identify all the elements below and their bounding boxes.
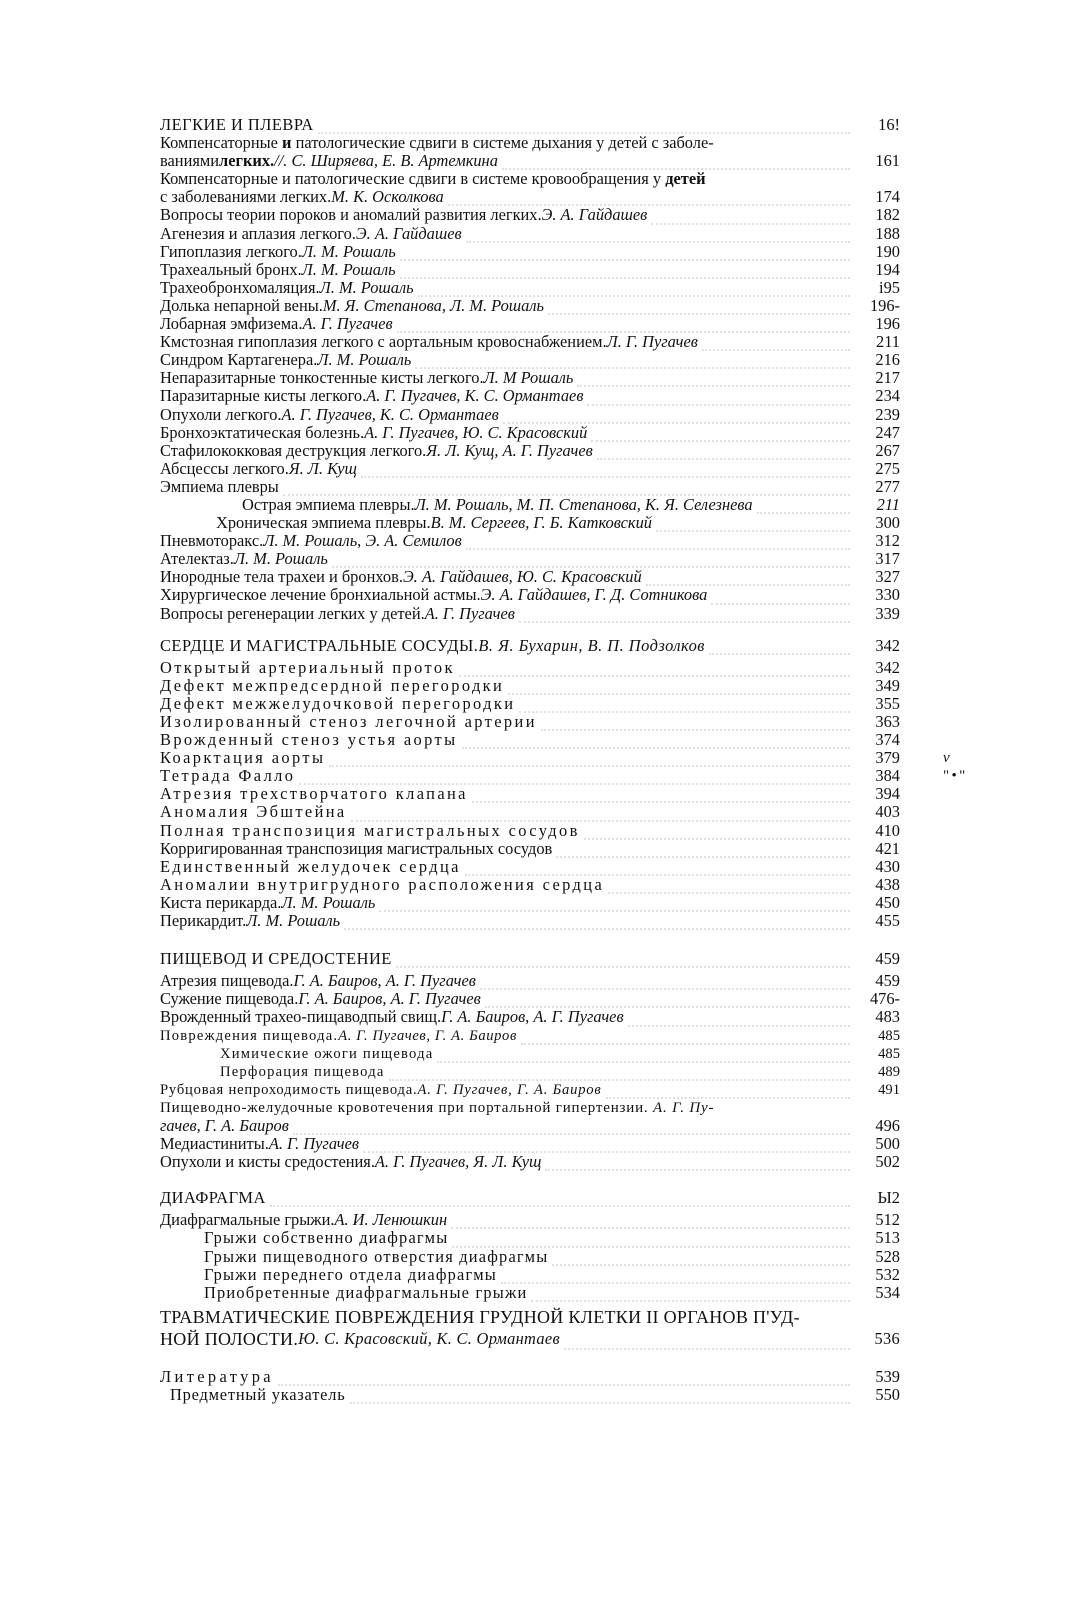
- section-author: Ю. С. Красовский, К. С. Ормантаев: [298, 1328, 560, 1348]
- entry-author: Л. М. Рошаль, Э. А. Семилов: [263, 531, 462, 551]
- dot-leader: [466, 227, 850, 243]
- dot-leader: [503, 408, 850, 424]
- entry-author: //. С. Ширяева, Е. В. Артемкина: [274, 151, 498, 171]
- page-number: 536: [874, 1328, 900, 1348]
- toc-entry: [160, 387, 900, 405]
- entry-text: Лобарная эмфизема.: [160, 314, 303, 334]
- entry-author: Э. А. Гайдашев: [355, 223, 462, 243]
- entry-author: А. Г. Пугачев, Я. Л. Кущ: [374, 1152, 542, 1172]
- toc-entry: [160, 1081, 900, 1099]
- dot-leader: [318, 118, 850, 134]
- entry-text: патологические сдвиги в системе дыхания у детей с заболе-: [291, 133, 714, 153]
- entry-author: А. Г. Пугачев, Г. А. Баиров: [417, 1081, 602, 1098]
- section-title: ДИАФРАГМА: [160, 1188, 266, 1208]
- entry-text: Полная транспозиция магистральных сосудов: [160, 820, 580, 840]
- toc-entry: [160, 766, 968, 786]
- page-number: 342: [875, 635, 900, 655]
- dot-leader: [459, 661, 850, 677]
- page-number: 247: [875, 422, 900, 442]
- dot-leader: [466, 534, 850, 550]
- page-number: 500: [875, 1134, 900, 1154]
- entry-author: Г. А. Баиров, А. Г. Пугачев: [298, 989, 481, 1009]
- toc-entry: [160, 912, 900, 930]
- dot-leader: [508, 679, 850, 695]
- entry-author: Я. Л. Кущ: [288, 458, 357, 478]
- page-number: 528: [875, 1246, 900, 1266]
- toc-entry: [160, 333, 900, 351]
- entry-author: Л. М. Рошаль: [319, 277, 414, 297]
- entry-text: Рубцовая непроходимость пищевода.: [160, 1081, 418, 1098]
- toc-subentry: [160, 1063, 900, 1081]
- toc-entry: [160, 990, 900, 1008]
- entry-author: Л. М. Рошаль: [301, 241, 396, 261]
- page-number: 485: [878, 1027, 900, 1044]
- entry-author: А. Г. Пугачев: [268, 1134, 360, 1154]
- page-number: 438: [875, 874, 900, 894]
- entry-text: Компенсаторные: [160, 133, 283, 153]
- toc-entry: [160, 1008, 900, 1026]
- toc-entry: [160, 894, 900, 912]
- toc-entry: [160, 225, 900, 243]
- entry-author: Л. Г. Пугачев: [606, 332, 698, 352]
- section-title: ПИЩЕВОД И СРЕДОСТЕНИЕ: [160, 949, 392, 969]
- page-number: 211: [876, 494, 900, 514]
- entry-text: Коарктация аорты: [160, 748, 326, 768]
- toc-entry: [160, 424, 900, 442]
- entry-author: В. М. Сергеев, Г. Б. Катковский: [430, 513, 652, 533]
- page-number: 355: [875, 693, 900, 713]
- toc-section-trauma: [160, 1306, 900, 1350]
- dot-leader: [397, 317, 850, 333]
- toc-entry: [160, 803, 900, 821]
- dot-leader: [415, 353, 850, 369]
- page-number: 211: [876, 332, 900, 352]
- toc-entry: [160, 586, 900, 604]
- toc-section-esophagus: [160, 950, 900, 968]
- entry-text: Непаразитарные тонкостенные кисты легкого.: [160, 368, 484, 388]
- dot-leader: [608, 878, 850, 894]
- dot-leader: [556, 842, 850, 858]
- entry-text: Стафилококковая деструкция легкого.: [160, 440, 427, 460]
- dot-leader: [521, 1029, 850, 1045]
- entry-author: Л. М Рошаль: [483, 368, 574, 388]
- dot-leader: [293, 1119, 850, 1135]
- page-number: 374: [875, 730, 900, 750]
- entry-text: Изолированный стеноз легочной артерии: [160, 712, 537, 731]
- entry-author: А. Г. Пугачев, Ю. С. Красовский: [364, 422, 588, 442]
- dot-leader: [400, 245, 850, 261]
- toc-entry: [160, 972, 900, 990]
- entry-text: Агенезия и аплазия легкого.: [160, 223, 356, 243]
- toc-entry: [160, 695, 900, 713]
- dot-leader: [379, 896, 850, 912]
- toc-entry: [160, 261, 900, 279]
- toc-entry: [160, 243, 900, 261]
- toc-subentry: [160, 1248, 900, 1266]
- entry-text: Единственный желудочек сердца: [160, 856, 461, 876]
- entry-author: Г. А. Баиров, А. Г. Пугачев: [441, 1007, 624, 1027]
- page-number: 476-: [869, 989, 900, 1009]
- toc-entry: [160, 297, 900, 315]
- page-number: 459: [875, 949, 900, 969]
- page-number: 459: [875, 971, 900, 991]
- entry-text: Химические ожоги пищевода: [220, 1045, 434, 1062]
- section-title: НОЙ ПОЛОСТИ.: [160, 1328, 299, 1349]
- dot-leader: [501, 1268, 850, 1284]
- entry-text: Кмстозная гипоплазия легкого с аортальным кровоснабжением.: [160, 332, 607, 352]
- entry-text: Пневмоторакс.: [160, 531, 264, 551]
- dot-leader: [418, 281, 850, 297]
- entry-text: Грыжи переднего отдела диафрагмы: [204, 1264, 497, 1284]
- entry-text: Диафрагмальные грыжи.: [160, 1210, 335, 1230]
- dot-leader: [350, 1388, 851, 1404]
- entry-text: Врожденный стеноз устья аорты: [160, 730, 458, 750]
- page-number: 300: [875, 513, 900, 533]
- dot-leader: [541, 715, 850, 731]
- dot-leader: [564, 1334, 850, 1350]
- dot-leader: [437, 1047, 850, 1063]
- entry-text: детей: [665, 169, 706, 189]
- entry-text: Дефект межжелудочковой перегородки: [160, 693, 516, 713]
- entry-author: А. Г. Пугачев: [302, 314, 393, 334]
- page-number: 455: [875, 911, 900, 931]
- section-title: ТРАВМАТИЧЕСКИЕ ПОВРЕЖДЕНИЯ ГРУДНОЙ КЛЕТКИ II ОРГАНОВ П'УД-: [160, 1306, 800, 1327]
- entry-text: Синдром Картагенера.: [160, 350, 318, 370]
- toc-entry: [160, 134, 900, 170]
- entry-author: Л. М. Рошаль: [317, 350, 412, 370]
- entry-author: гачев, Г. А. Баиров: [160, 1115, 289, 1135]
- entry-author: А. Г. Пугачев, К. С. Ормантаев: [281, 404, 499, 424]
- section-title: СЕРДЦЕ И МАГИСТРАЛЬНЫЕ СОСУДЫ.: [160, 635, 479, 655]
- toc-entry: [160, 568, 900, 586]
- toc-subentry: [160, 1045, 900, 1063]
- dot-leader: [462, 733, 851, 749]
- toc-entry: [160, 1153, 900, 1171]
- entry-author: А. Г. Пу-: [653, 1099, 715, 1116]
- entry-text: Абсцессы легкого.: [160, 458, 289, 478]
- entry-text: Медиастиниты.: [160, 1134, 269, 1154]
- margin-mark: v: [943, 750, 953, 767]
- toc-entry: [160, 1211, 900, 1229]
- entry-author: Э. А. Гайдашев: [541, 205, 648, 225]
- page-number: 483: [875, 1007, 900, 1027]
- entry-text: Тетрада Фалло: [160, 766, 296, 786]
- page-number: 379: [875, 748, 900, 768]
- entry-author: Л. М. Рошаль: [246, 911, 341, 931]
- dot-leader: [465, 860, 850, 876]
- dot-leader: [519, 607, 850, 623]
- entry-text: Дефект межпредсердной перегородки: [160, 675, 505, 695]
- toc-entry: [160, 1027, 900, 1045]
- entry-text: Трахеальный бронх.: [160, 259, 302, 279]
- dot-leader: [597, 444, 850, 460]
- dot-leader: [472, 787, 850, 803]
- page-number: i95: [879, 277, 900, 297]
- entry-text: Пищеводно-желудочные кровотечения при портальной гипертензии.: [160, 1099, 654, 1116]
- page-number: 410: [875, 820, 900, 840]
- page-number: 239: [875, 404, 900, 424]
- dot-leader: [485, 992, 850, 1008]
- entry-text: Атрезия трехстворчатого клапана: [160, 784, 468, 804]
- dot-leader: [480, 974, 850, 990]
- dot-leader: [711, 589, 850, 605]
- page-number: 534: [875, 1282, 900, 1302]
- toc-section-heart: [160, 637, 900, 655]
- dot-leader: [545, 1155, 850, 1171]
- entry-text: Хирургическое лечение бронхиальной астмы.: [160, 585, 481, 605]
- toc-entry: [160, 351, 900, 369]
- entry-author: А. И. Ленюшкин: [334, 1210, 448, 1230]
- dot-leader: [452, 1232, 850, 1248]
- page-number: 394: [875, 784, 900, 804]
- dot-leader: [400, 263, 850, 279]
- toc-subentry: [160, 496, 900, 514]
- page-number: 430: [875, 856, 900, 876]
- section-title: ЛЕГКИЕ И ПЛЕВРА: [160, 115, 314, 134]
- toc-entry: [160, 532, 900, 550]
- page-number: 196-: [869, 295, 900, 315]
- page-number: 491: [878, 1081, 900, 1098]
- toc-entry: [160, 442, 900, 460]
- page-number: 403: [875, 802, 900, 822]
- page-number: 532: [875, 1264, 900, 1284]
- toc-subject-index: [160, 1386, 900, 1404]
- page-number: 384: [875, 766, 900, 786]
- entry-text: Паразитарные кисты легкого.: [160, 386, 367, 406]
- dot-leader: [577, 371, 850, 387]
- entry-text: Предметный указатель: [170, 1384, 346, 1404]
- page-number: 489: [878, 1063, 900, 1080]
- page-number: 234: [875, 386, 900, 406]
- page-number: Ы2: [877, 1188, 900, 1208]
- toc-entry: [160, 550, 900, 568]
- page-number: 317: [875, 549, 900, 569]
- toc-entry: [160, 406, 900, 424]
- dot-leader: [502, 154, 850, 170]
- toc-entry: [160, 659, 900, 677]
- dot-leader: [587, 390, 850, 406]
- page-number: 275: [875, 458, 900, 478]
- page-number: 363: [875, 712, 900, 731]
- page-number: 330: [875, 585, 900, 605]
- dot-leader: [329, 751, 850, 767]
- toc-entry: [160, 677, 900, 695]
- entry-text: Бронхоэктатическая болезнь.: [160, 422, 365, 442]
- entry-text: Эмпиема плевры: [160, 476, 279, 496]
- toc-literature: [160, 1368, 900, 1386]
- toc-section-lungs: [160, 116, 900, 134]
- entry-text: Опухоли и кисты средостения.: [160, 1152, 375, 1172]
- page-number: 182: [875, 205, 900, 225]
- toc-entry: [160, 731, 900, 749]
- dot-leader: [389, 1065, 850, 1081]
- entry-text: Повреждения пищевода.: [160, 1027, 339, 1044]
- dot-leader: [552, 1250, 850, 1266]
- dot-leader: [548, 299, 850, 315]
- dot-leader: [396, 952, 850, 968]
- toc-subentry: [160, 1229, 900, 1247]
- entry-author: Я. Л. Кущ, А. Г. Пугачев: [426, 440, 593, 460]
- dot-leader: [757, 498, 850, 514]
- toc-entry: [160, 206, 900, 224]
- dot-leader: [606, 1083, 850, 1099]
- entry-text: Долька непарной вены.: [160, 295, 323, 315]
- page-number: 190: [875, 241, 900, 261]
- entry-text: Аномалия Эбштейна: [160, 802, 347, 822]
- dot-leader: [702, 335, 850, 351]
- page-number: 327: [875, 567, 900, 587]
- page-number: 194: [875, 259, 900, 279]
- page-number: 502: [875, 1152, 900, 1172]
- dot-leader: [591, 426, 850, 442]
- dot-leader: [283, 480, 850, 496]
- entry-text: Приобретенные диафрагмальные грыжи: [204, 1282, 528, 1302]
- page-number: 174: [875, 187, 900, 207]
- entry-text: и: [282, 133, 292, 153]
- dot-leader: [361, 462, 850, 478]
- entry-text: Сужение пищевода.: [160, 989, 299, 1009]
- entry-text: Острая эмпиема плевры.: [242, 494, 415, 514]
- entry-author: М. К. Осколкова: [331, 187, 444, 207]
- entry-author: А. Г. Пугачев, К. С. Ормантаев: [366, 386, 584, 406]
- page-number: 16!: [878, 115, 900, 134]
- margin-mark: "•": [943, 768, 968, 785]
- entry-author: Э. А. Гайдашев, Ю. С. Красовский: [402, 567, 642, 587]
- entry-text: ваниями: [160, 151, 220, 171]
- entry-text: Вопросы регенерации легких у детей.: [160, 603, 425, 623]
- page-number: 513: [875, 1228, 900, 1248]
- toc-subentry: [160, 1284, 900, 1302]
- entry-text: Компенсаторные и патологические сдвиги в системе кровообращения у: [160, 169, 666, 189]
- page-number: 217: [875, 368, 900, 388]
- page-number: 512: [875, 1210, 900, 1230]
- toc-entry: [160, 369, 900, 387]
- toc-entry: [160, 279, 900, 297]
- entry-author: А. Г. Пугачев, Г. А. Баиров: [338, 1027, 517, 1044]
- dot-leader: [363, 1137, 850, 1153]
- entry-text: Грыжи собственно диафрагмы: [204, 1228, 449, 1248]
- page-number: 188: [875, 223, 900, 243]
- dot-leader: [448, 190, 850, 206]
- dot-leader: [646, 570, 850, 586]
- toc-entry: [160, 840, 900, 858]
- toc-entry: [160, 822, 900, 840]
- toc-entry: [160, 748, 953, 768]
- toc-entry: [160, 478, 900, 496]
- page-number: 550: [875, 1384, 900, 1404]
- toc-entry: [160, 785, 900, 803]
- page-number: 349: [875, 675, 900, 695]
- page-number: 267: [875, 440, 900, 460]
- dot-leader: [332, 552, 850, 568]
- toc-entry: [160, 605, 900, 623]
- entry-author: Л. М. Рошаль: [281, 892, 376, 912]
- page-number: 450: [875, 892, 900, 912]
- dot-leader: [344, 914, 850, 930]
- dot-leader: [270, 1191, 850, 1207]
- entry-text: Грыжи пищеводного отверстия диафрагмы: [204, 1246, 549, 1266]
- dot-leader: [351, 806, 850, 822]
- entry-text: Литература: [160, 1366, 274, 1386]
- dot-leader: [451, 1213, 850, 1229]
- page-number: 339: [875, 603, 900, 623]
- entry-text: Хроническая эмпиема плевры.: [216, 513, 431, 533]
- entry-text: Опухоли легкого.: [160, 404, 282, 424]
- toc-entry: [160, 876, 900, 894]
- dot-leader: [531, 1286, 850, 1302]
- entry-text: Атрезия пищевода.: [160, 971, 294, 991]
- entry-text: Врожденный трахео-пищаводпый свищ.: [160, 1007, 442, 1027]
- toc-entry: [160, 170, 900, 206]
- toc-subentry: [160, 1266, 900, 1284]
- page-number: 277: [875, 476, 900, 496]
- entry-text: с заболеваниями легких.: [160, 187, 332, 207]
- entry-text: Ателектаз.: [160, 549, 234, 569]
- entry-text: Гипоплазия легкого.: [160, 241, 302, 261]
- toc-entry: [160, 858, 900, 876]
- entry-author: Э. А. Гайдашев, Г. Д. Сотникова: [480, 585, 708, 605]
- dot-leader: [299, 769, 850, 785]
- page-number: 161: [875, 151, 900, 171]
- toc-section-diaphragm: [160, 1189, 900, 1207]
- page-number: 485: [878, 1045, 900, 1062]
- entry-author: Л. М. Рошаль, М. П. Степанова, К. Я. Селезнева: [414, 494, 753, 514]
- toc-entry: [160, 460, 900, 478]
- entry-text: Открытый артериальный проток: [160, 657, 455, 677]
- page-number: 496: [875, 1115, 900, 1135]
- entry-author: Л. М. Рошаль: [233, 549, 328, 569]
- page-number: 196: [875, 314, 900, 334]
- page-number: 312: [875, 531, 900, 551]
- entry-author: А. Г. Пугачев: [424, 603, 515, 623]
- entry-text: Киста перикарда.: [160, 892, 282, 912]
- page-number: 539: [875, 1366, 900, 1386]
- dot-leader: [584, 824, 850, 840]
- toc-entry: [160, 1135, 900, 1153]
- entry-text: легких.: [219, 151, 275, 171]
- dot-leader: [278, 1370, 850, 1386]
- toc-entry: [160, 315, 900, 333]
- dot-leader: [709, 639, 850, 655]
- toc-entry: [160, 713, 900, 731]
- section-author: В. Я. Бухарин, В. П. Подзолков: [478, 635, 705, 655]
- page-number: 216: [875, 350, 900, 370]
- dot-leader: [656, 516, 850, 532]
- entry-text: Инородные тела трахеи и бронхов.: [160, 567, 403, 587]
- toc-subentry: [160, 514, 900, 532]
- toc-entry: [160, 1099, 900, 1135]
- entry-text: Вопросы теории пороков и аномалий развития легких.: [160, 205, 542, 225]
- page-number: 342: [875, 657, 900, 677]
- entry-text: Трахеобронхомаляция.: [160, 277, 320, 297]
- page-number: 421: [875, 838, 900, 858]
- entry-text: Корригированная транспозиция магистральных сосудов: [160, 838, 553, 858]
- dot-leader: [519, 697, 850, 713]
- entry-text: Перикардит.: [160, 911, 247, 931]
- table-of-contents: [160, 115, 968, 1404]
- dot-leader: [628, 1011, 850, 1027]
- entry-author: М. Я. Степанова, Л. М. Рошаль: [322, 295, 544, 315]
- entry-author: Г. А. Баиров, А. Г. Пугачев: [293, 971, 476, 991]
- entry-author: Л. М. Рошаль: [301, 259, 396, 279]
- entry-text: Аномалии внутригрудного расположения сердца: [160, 874, 605, 894]
- entry-text: Перфорация пищевода: [220, 1063, 385, 1080]
- dot-leader: [651, 209, 850, 225]
